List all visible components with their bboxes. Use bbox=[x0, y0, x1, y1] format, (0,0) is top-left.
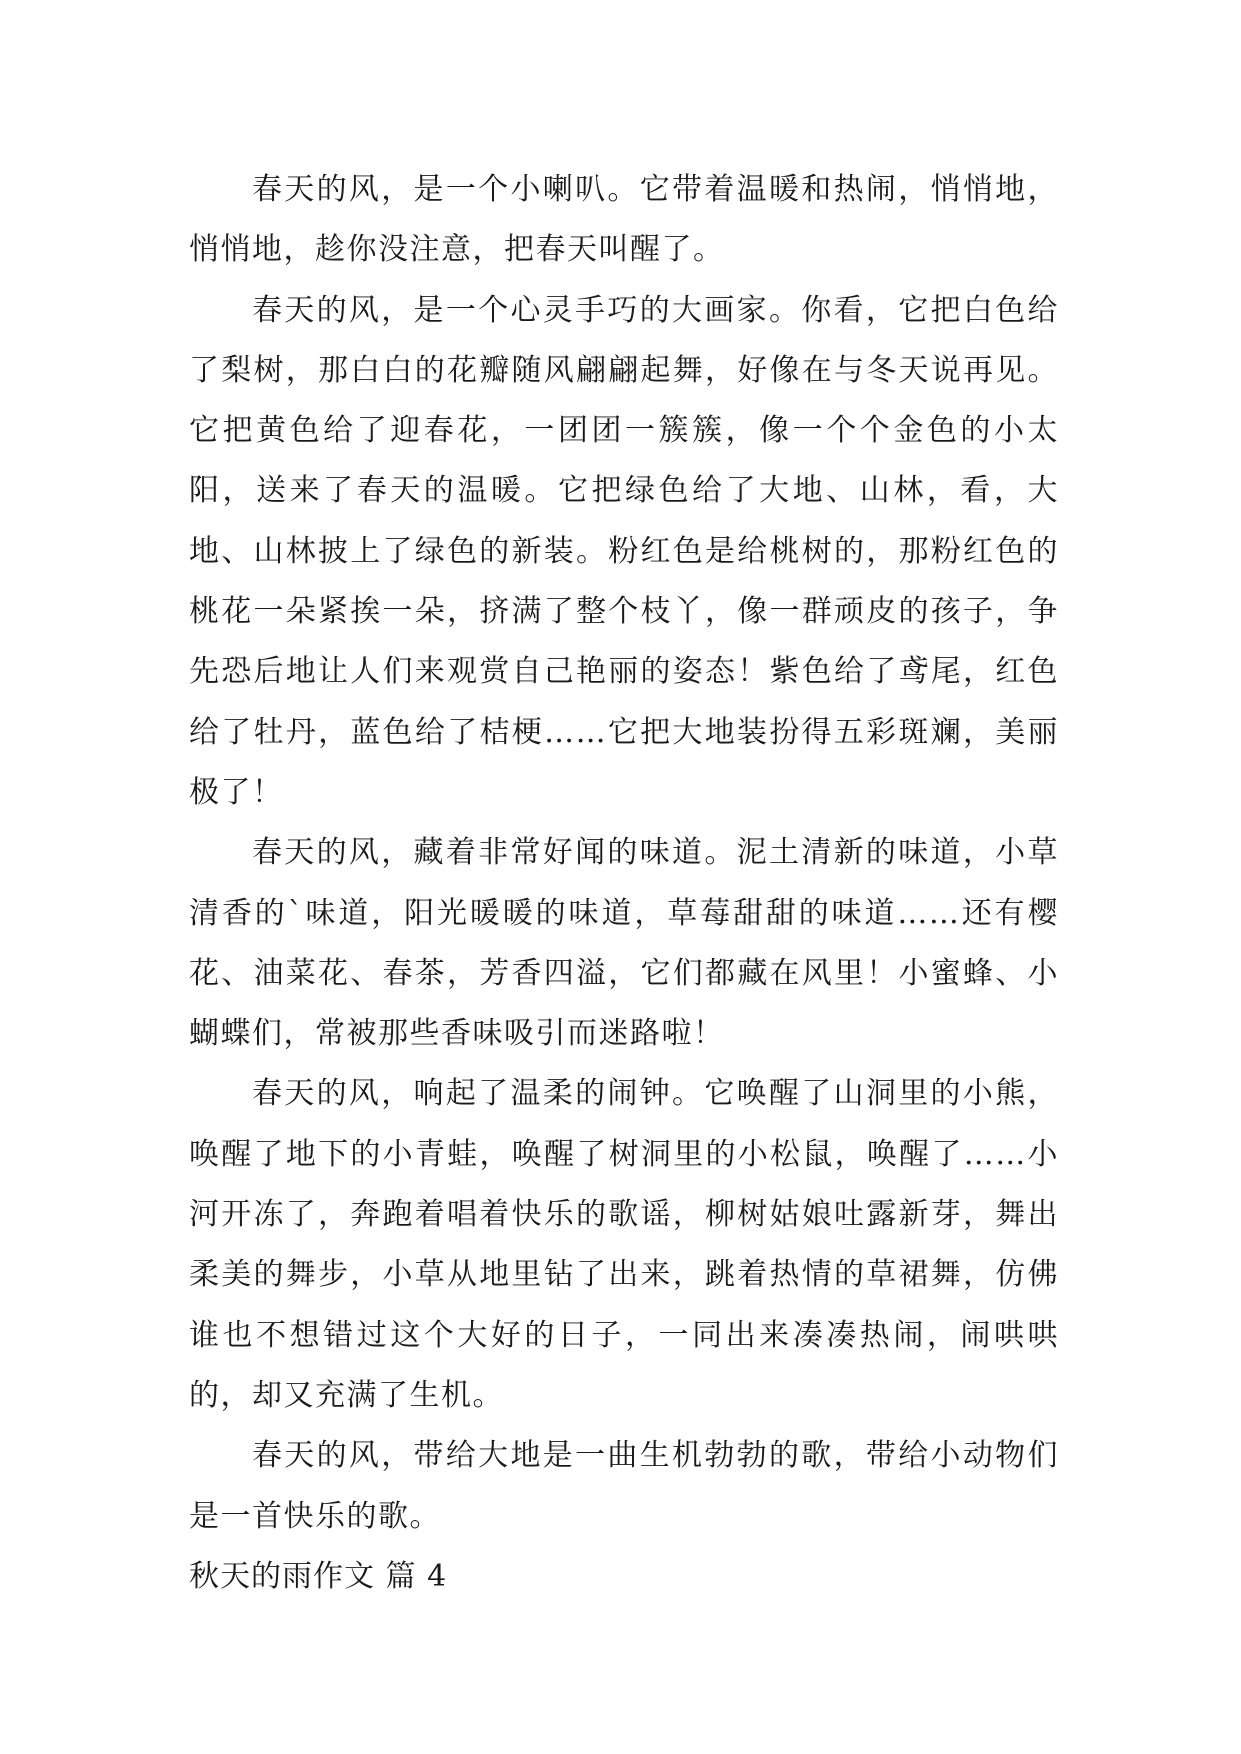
section-heading: 秋天的雨作文 篇 4 bbox=[189, 1558, 448, 1594]
paragraph-spring-wind-trumpet: 春天的风，是一个小喇叭。它带着温暖和热闹，悄悄地，悄悄地，趁你没注意，把春天叫醒了。 bbox=[189, 172, 1059, 268]
paragraph-spring-wind-alarm: 春天的风，响起了温柔的闹钟。它唤醒了山洞里的小熊，唤醒了地下的小青蛙，唤醒了树洞里的小松鼠，唤醒了……小河开冻了，奔跑着唱着快乐的歌谣，柳树姑娘吐露新芽，舞出柔美的舞步，小草从地里钻了出来，跳着热情的草裙舞，仿佛谁也不想错过这个大好的日子，一同出来凑凑热闹，闹哄哄的，却又充满了生机。 bbox=[189, 1076, 1059, 1413]
paragraph-spring-wind-scents: 春天的风，藏着非常好闻的味道。泥土清新的味道，小草清香的`味道，阳光暖暖的味道，草莓甜甜的味道……还有樱花、油菜花、春茶，芳香四溢，它们都藏在风里！小蜜蜂、小蝴蝶们，常被那些香味吸引而迷路啦！ bbox=[189, 835, 1059, 1052]
document-body bbox=[189, 160, 1059, 1607]
paragraph-spring-wind-painter: 春天的风，是一个心灵手巧的大画家。你看，它把白色给了梨树，那白白的花瓣随风翩翩起舞，好像在与冬天说再见。它把黄色给了迎春花，一团团一簇簇，像一个个金色的小太阳，送来了春天的温暖。它把绿色给了大地、山林，看，大地、山林披上了绿色的新装。粉红色是给桃树的，那粉红色的桃花一朵紧挨一朵，挤满了整个枝丫，像一群顽皮的孩子，争先恐后地让人们来观赏自己艳丽的姿态！紫色给了鸢尾，红色给了牡丹，蓝色给了桔梗……它把大地装扮得五彩斑斓，美丽极了！ bbox=[189, 292, 1059, 810]
paragraph-spring-wind-song: 春天的风，带给大地是一曲生机勃勃的歌，带给小动物们是一首快乐的歌。 bbox=[189, 1438, 1059, 1534]
